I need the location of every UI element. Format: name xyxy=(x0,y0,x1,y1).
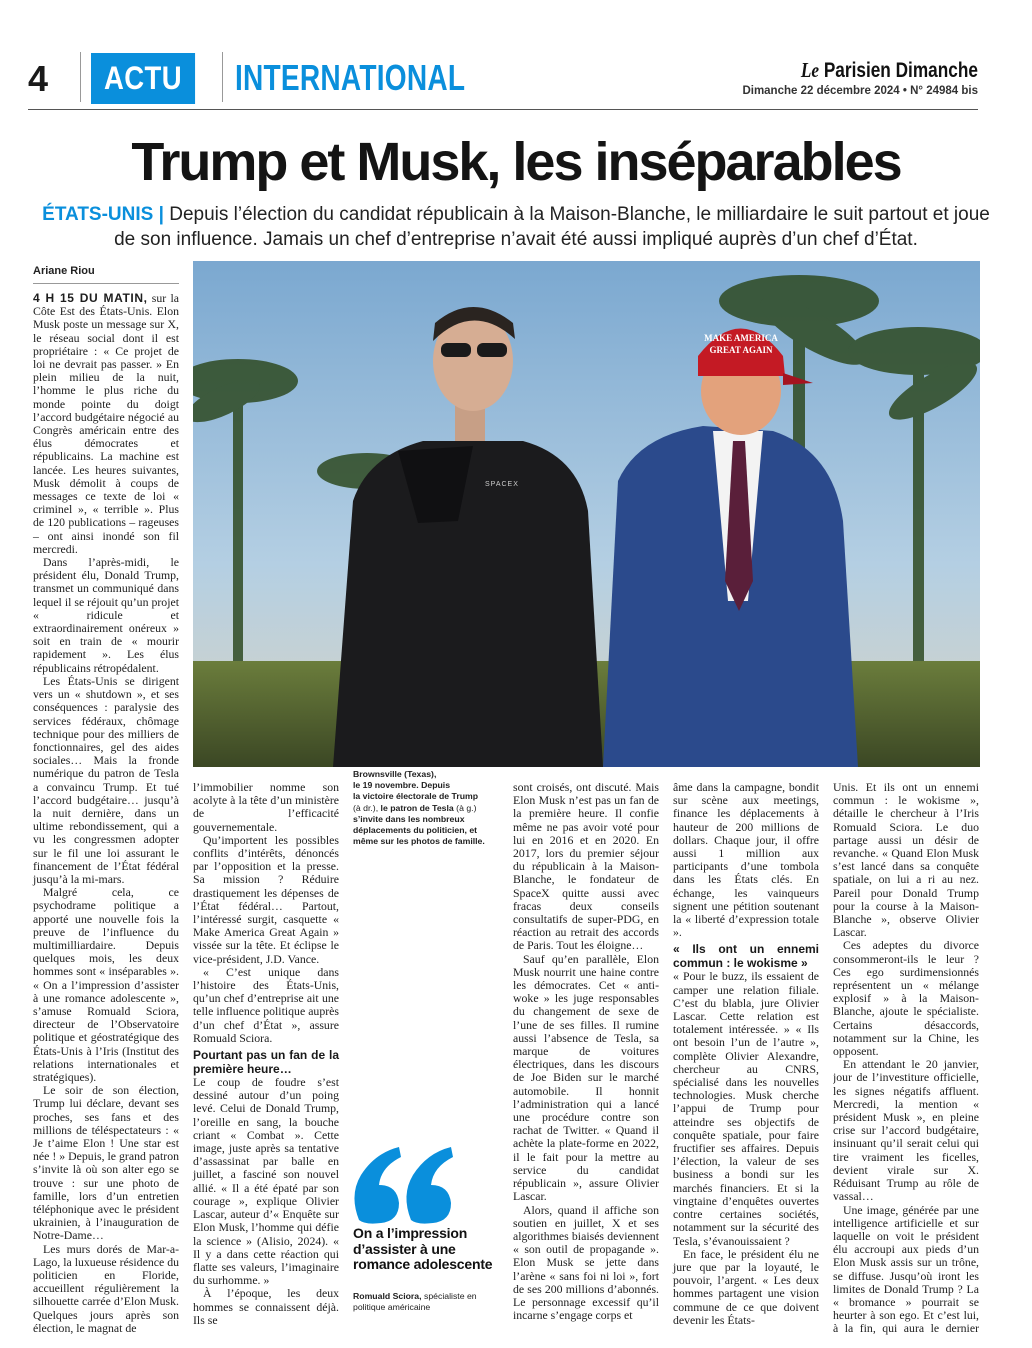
standfirst-separator: | xyxy=(158,204,164,225)
standfirst-text: Depuis l’élection du candidat républicain à la Maison-Blanche, le milliardaire le suit partout et joue de son influence. Jamais un chef d’entreprise n’avait été aussi impliqué auprès d’un chef d’État. xyxy=(114,204,990,250)
logo-le: Le xyxy=(800,58,820,82)
dateline: Dimanche 22 décembre 2024 • N° 24984 bis xyxy=(742,85,978,97)
photo-caption xyxy=(353,769,499,847)
article-column-1 xyxy=(33,291,179,1335)
caption-bold: la victoire électorale de Trump xyxy=(353,791,479,802)
header-divider xyxy=(222,52,223,102)
section-badge[interactable]: ACTU xyxy=(91,53,195,104)
caption-bold: Brownsville (Texas), xyxy=(353,769,437,779)
subheading: Pourtant pas un fan de la première heure… xyxy=(193,1048,339,1076)
hat-line-1: MAKE AMERICA xyxy=(704,333,778,343)
paragraph: « C’est unique dans l’histoire des États-Unis, qu’un chef d’entreprise ait une telle influence politique auprès d’un chef d’État », assure Romuald Sciora. xyxy=(193,964,339,1045)
hat-line-2: GREAT AGAIN xyxy=(709,345,773,355)
subheading: « Ils ont un ennemi commun : le wokisme » xyxy=(673,942,819,970)
newspaper-logo[interactable] xyxy=(801,58,978,83)
header-rule xyxy=(28,109,978,110)
quote-author: Romuald Sciora, xyxy=(353,1291,422,1301)
standfirst-keyword: ÉTATS-UNIS xyxy=(42,204,154,225)
paragraph: Le soir de son élection, Trump lui déclare, devant ses proches, ses fans et des millions de téléspectateurs : « Je t’aime Elon ! Une star est née ! » Depuis, le grand patron s’invite là où son alter ego se trouve : sur une photo de famille, lors d’un entretien téléphonique avec le président ukrainien, à l’inauguration de Notre-Dame… xyxy=(33,1083,179,1243)
paragraph: Les murs dorés de Mar-a-Lago, la luxueuse résidence du politicien en Floride, accueillent régulièrement la silhouette carrée d’Elon Musk. Quelques jours après son élection, le magnat de xyxy=(33,1241,179,1335)
paragraph: « Pour le buzz, ils essaient de camper une relation filiale. C’est du blabla, jure Olivier Lascar. Cette relation est totalement intéressée. » « Ils ont besoin l’un de l’autre », complète Olivier Alexandre, chercheur au CNRS, spécialisé dans les nouvelles technologies. Musk cherche l’appui de Trump pour atteindre ses objectifs de conquête spatiale, pour faire fructifier ses affaires. Depuis l’élection, la valeur de ses business a bondi sur les marchés financiers. Et si la vingtaine d’enquêtes ouvertes contre certaines sociétés, notamment sur la sécurité des Tesla, s’évanouissaient ? xyxy=(673,969,819,1248)
article-column-6 xyxy=(833,781,979,1336)
paragraph: En face, le président élu ne jure que par la loyauté, le pouvoir, l’argent. « Les deux hommes partagent une vision commune de ce que doivent devenir les États- xyxy=(673,1246,819,1327)
headline: Trump et Musk, les inséparables xyxy=(131,132,901,192)
caption-bold: le 19 novembre. Depuis xyxy=(353,780,451,791)
paragraph xyxy=(33,291,179,556)
caption-bold: s’invite dans les nombreux déplacements du politicien, et même sur les photos de famille. xyxy=(353,813,485,847)
pull-quote-source xyxy=(353,1291,499,1313)
photo-illustration xyxy=(193,261,980,767)
paragraph: Sauf qu’en parallèle, Elon Musk nourrit une haine contre les démocrates. Cet « anti-woke » les juge responsables du changement de sexe de l’une de ses filles. Il rumine aussi l’absence de Tesla, sa marque de voitures électriques, dans les discours de Joe Biden sur le marché automobile. Il honnit l’administration qui a lancé une procédure contre son rachat de Twitter. « Quand il achète la plate-forme en 2022, il le fait pour la mettre au service du candidat républicain », assure Olivier Lascar. xyxy=(513,951,659,1204)
shirt-text: SPACEX xyxy=(485,481,519,488)
paragraph: sont croisés, ont discuté. Mais Elon Musk n’est pas un fan de la première heure. Il confie même ne pas avoir voté pour lui en 2016 et en 2020. En 2017, lors du premier séjour du républicain à la Maison-Blanche, le fondateur de SpaceX quitte aussi avec fracas deux conseils consultatifs de super-PDG, en réaction au retrait des accords de Paris. Tout les éloigne… xyxy=(513,780,659,953)
standfirst xyxy=(30,202,1002,252)
article-column-2 xyxy=(193,781,339,1327)
paragraph-text: sur la Côte Est des États-Unis. Elon Musk poste un message sur X, le réseau social dont il est propriétaire : « Ce projet de loi ne devrait pas passer. » En plein milieu de la nuit, l’homme le plus riche du monde pointe du doigt l’accord budgétaire négocié au Congrès américain entre des élus démocrates et républicains. La machine est lancée. Les heures suivantes, Musk démolit à coups de messages ce texte de loi « criminel », « terrible ». Plus de 120 publications – rageuses – ont ainsi inondé son fil mercredi. xyxy=(33,291,179,556)
paragraph: Alors, quand il affiche son soutien en juillet, X et ses algorithmes biaisés deviennent « son outil de propagande ». Elon Musk se jette dans l’arène « sans foi ni loi », fort de ses 200 millions d’abonnés. Le personnage excessif qu’il incarne s’engage corps et xyxy=(513,1202,659,1323)
lead-in: 4 H 15 DU MATIN, xyxy=(33,291,148,305)
pull-quote: On a l’impression d’assister à une romance adolescente xyxy=(353,1225,493,1272)
page-number: 4 xyxy=(28,58,48,99)
logo-name: Parisien Dimanche xyxy=(823,59,978,82)
paragraph: l’immobilier nomme son acolyte à la tête d’un ministère de l’efficacité gouvernementale. xyxy=(193,780,339,834)
paragraph: Malgré cela, ce psychodrame politique a apporté une nouvelle fois la preuve de l’influence du multimilliardaire. Depuis quelques mois, les deux hommes sont « inséparables ». « On a l’impression d’assister à une romance adolescente », s’amuse Romuald Sciora, directeur de l’Observatoire politique et géostratégique des États-Unis à l’Iris (Institut des relations internationales et stratégiques). xyxy=(33,885,179,1084)
paragraph: Ces adeptes du divorce consommeront-ils le leur ? Ces ego surdimensionnés représentent un « mélange explosif » à la Maison-Blanche, ajoute le spécialiste. Certains désaccords, notamment sur la Chine, les opposent. xyxy=(833,938,979,1059)
paragraph: âme dans la campagne, bondit sur scène aux meetings, finance les déplacements à hauteur de 200 millions de dollars. Chaque jour, il offre aussi 1 million aux participants d’une tombola dans les États clés. En échange, les vainqueurs signent une pétition soutenant la « liberté d’expression totale ». xyxy=(673,780,819,940)
article-column-4 xyxy=(513,781,659,1322)
article-column-5 xyxy=(673,781,819,1327)
header-divider xyxy=(80,52,81,102)
paragraph: En attendant le 20 janvier, jour de l’investiture officielle, les signes négatifs affluent. Mercredi, la mention « président Musk », en pleine crise sur l’accord budgétaire, insinuant qu’il serait celui qui tire vraiment les ficelles, devient virale sur X. Réduisant Trump au rôle de vassal… xyxy=(833,1057,979,1204)
paragraph: Les États-Unis se dirigent vers un « shutdown », et ses conséquences : paralysie des services fédéraux, chômage technique pour des milliers de fonctionnaires, gel des aides sociales… Mais la fronde numérique du patron de Tesla a convaincu Trump. Et tué l’accord budgétaire… jusqu’à la nuit dernière, dans un ultime rebondissement, qui a vu les congressmen adopter sur le fil une loi assurant le financement de l’État fédéral jusqu’à la mi-mars. xyxy=(33,673,179,886)
byline-rule xyxy=(33,283,179,284)
paragraph: Dans l’après-midi, le président élu, Donald Trump, transmet un communiqué dans lequel il se réjouit qu’un projet « ridicule et extraordinairement onéreux » soit en train de « mourir rapidement ». Les élus républicains rétropédalent. xyxy=(33,555,179,675)
main-photo[interactable] xyxy=(193,261,980,767)
caption-text: (à dr.), xyxy=(353,802,381,813)
author-byline: Ariane Riou xyxy=(33,265,95,277)
caption-bold: le patron de Tesla xyxy=(380,802,454,813)
quote-author-role: spécialiste en politique américaine xyxy=(353,1291,477,1312)
rubric-title[interactable]: INTERNATIONAL xyxy=(235,57,466,98)
caption-text: (à g.) xyxy=(453,802,477,813)
paragraph: À l’époque, les deux hommes se connaissent déjà. Ils se xyxy=(193,1286,339,1327)
paragraph: Une image, générée par une intelligence artificielle et sur laquelle on voit le président élu accroupi aux pieds d’un Elon Musk assis sur un trône, se diffuse. Jusqu’où iront les limites de Donald Trump ? La « bromance » pourrait se heurter à son ego. Et c’est lui, à la fin, qui aura le dernier xyxy=(833,1202,979,1336)
paragraph: Le coup de foudre s’est dessiné autour d’un poing levé. Celui de Donald Trump, l’oreille en sang, la bouche criant « Combat ». Cette image, juste après sa tentative d’assassinat par balle en juillet, a fasciné son nouvel allié. « Il a été épaté par son courage », explique Olivier Lascar, auteur d’« Enquête sur Elon Musk, l’homme qui défie la science » (Alisio, 2024). « Il y a dans cette réaction qui flatte ses valeurs, l’imaginaire du surhomme. » xyxy=(193,1075,339,1288)
paragraph: Qu’importent les possibles conflits d’intérêts, dénoncés par l’opposition et la presse. Sa mission ? Réduire drastiquement les dépenses de l’État fédéral… Partout, l’intéressé surgit, casquette « Make America Great Again » vissée sur la tête. Et éclipse le vice-président, J.D. Vance. xyxy=(193,832,339,966)
paragraph: Unis. Et ils ont un ennemi commun : le wokisme », détaille le chercheur à l’Iris Romuald Sciora. Le duo partage aussi un désir de revanche. « Quand Elon Musk s’est lancé dans sa conquête spatiale, on lui a ri au nez. Pareil pour Donald Trump pour la course à la Maison-Blanche », observe Olivier Lascar. xyxy=(833,781,979,940)
quote-icon xyxy=(351,1145,461,1225)
